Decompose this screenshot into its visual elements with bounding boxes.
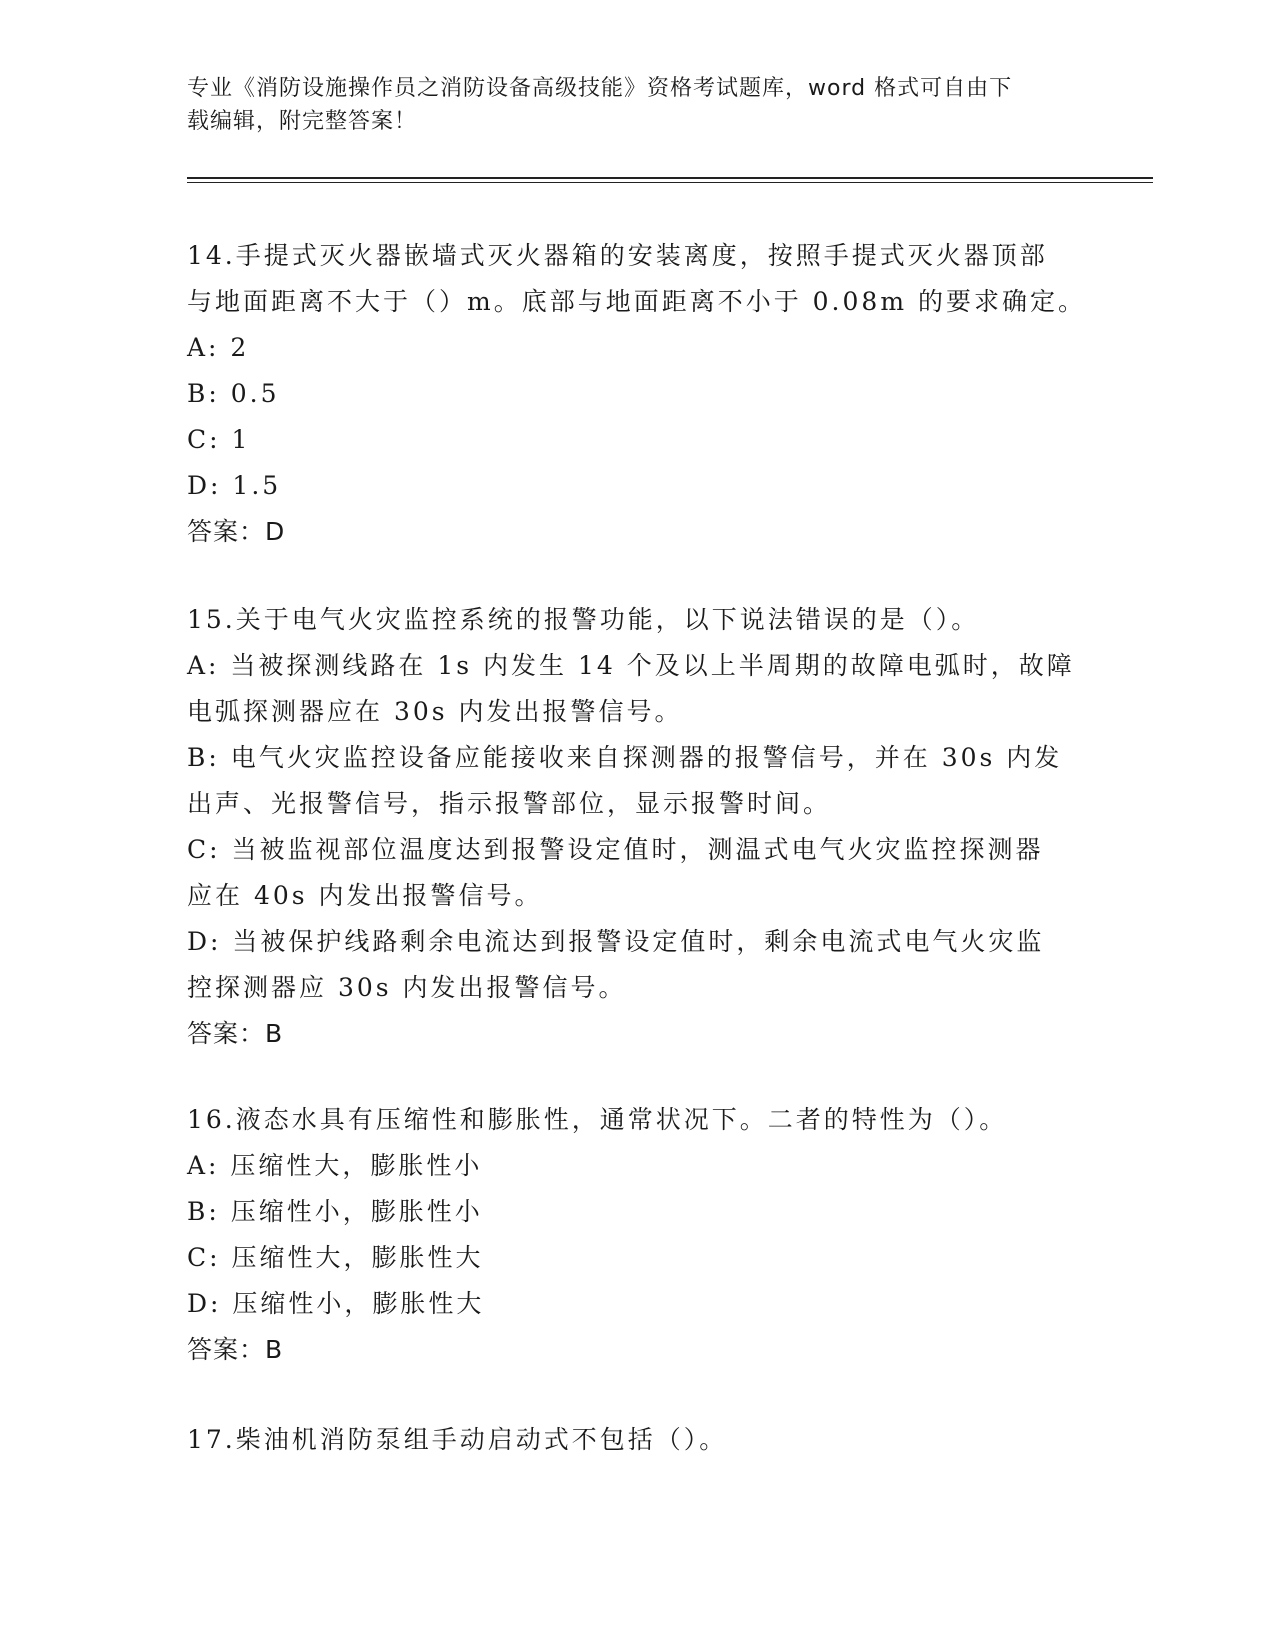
question-15 xyxy=(187,597,1077,1057)
option-a: A: 2 xyxy=(187,333,250,362)
option-c-line-1: C: 当被监视部位温度达到报警设定值时，测温式电气火灾监控探测器 xyxy=(187,835,1044,864)
option-d-line-2: 控探测器应 30s 内发出报警信号。 xyxy=(187,973,627,1002)
question-16 xyxy=(187,1097,1077,1373)
question-stem-line: 17.柴油机消防泵组手动启动式不包括（）。 xyxy=(187,1425,728,1454)
answer: 答案：B xyxy=(187,1335,284,1364)
header-divider-thin xyxy=(187,182,1153,183)
option-c-line-2: 应在 40s 内发出报警信号。 xyxy=(187,881,543,910)
option-b: B: 0.5 xyxy=(187,379,280,408)
answer: 答案：D xyxy=(187,517,286,546)
option-d: D: 压缩性小，膨胀性大 xyxy=(187,1289,485,1318)
option-b-line-2: 出声、光报警信号，指示报警部位，显示报警时间。 xyxy=(187,789,832,818)
header-line-1: 专业《消防设施操作员之消防设备高级技能》资格考试题库，word 格式可自由下 xyxy=(187,76,1013,101)
document-header xyxy=(187,72,1067,138)
header-line-2: 载编辑，附完整答案！ xyxy=(187,109,418,134)
option-a-line-2: 电弧探测器应在 30s 内发出报警信号。 xyxy=(187,697,683,726)
option-a-line-1: A: 当被探测线路在 1s 内发生 14 个及以上半周期的故障电弧时，故障 xyxy=(187,651,1075,680)
option-a: A: 压缩性大，膨胀性小 xyxy=(187,1151,483,1180)
option-b-line-1: B: 电气火灾监控设备应能接收来自探测器的报警信号，并在 30s 内发 xyxy=(187,743,1063,772)
question-stem-line: 14.手提式灭火器嵌墙式灭火器箱的安装离度，按照手提式灭火器顶部 xyxy=(187,241,1048,270)
header-divider-thick xyxy=(187,177,1153,179)
option-c: C: 压缩性大，膨胀性大 xyxy=(187,1243,484,1272)
question-stem-line: 16.液态水具有压缩性和膨胀性，通常状况下。二者的特性为（）。 xyxy=(187,1105,1008,1134)
option-d: D: 1.5 xyxy=(187,471,282,500)
answer: 答案：B xyxy=(187,1019,284,1048)
question-14 xyxy=(187,233,1086,555)
option-c: C: 1 xyxy=(187,425,251,454)
question-stem-line: 与地面距离不大于（）m。底部与地面距离不小于 0.08m 的要求确定。 xyxy=(187,287,1086,316)
question-17 xyxy=(187,1417,1077,1463)
option-d-line-1: D: 当被保护线路剩余电流达到报警设定值时，剩余电流式电气火灾监 xyxy=(187,927,1045,956)
question-stem-line: 15.关于电气火灾监控系统的报警功能，以下说法错误的是（）。 xyxy=(187,605,980,634)
option-b: B: 压缩性小，膨胀性小 xyxy=(187,1197,483,1226)
